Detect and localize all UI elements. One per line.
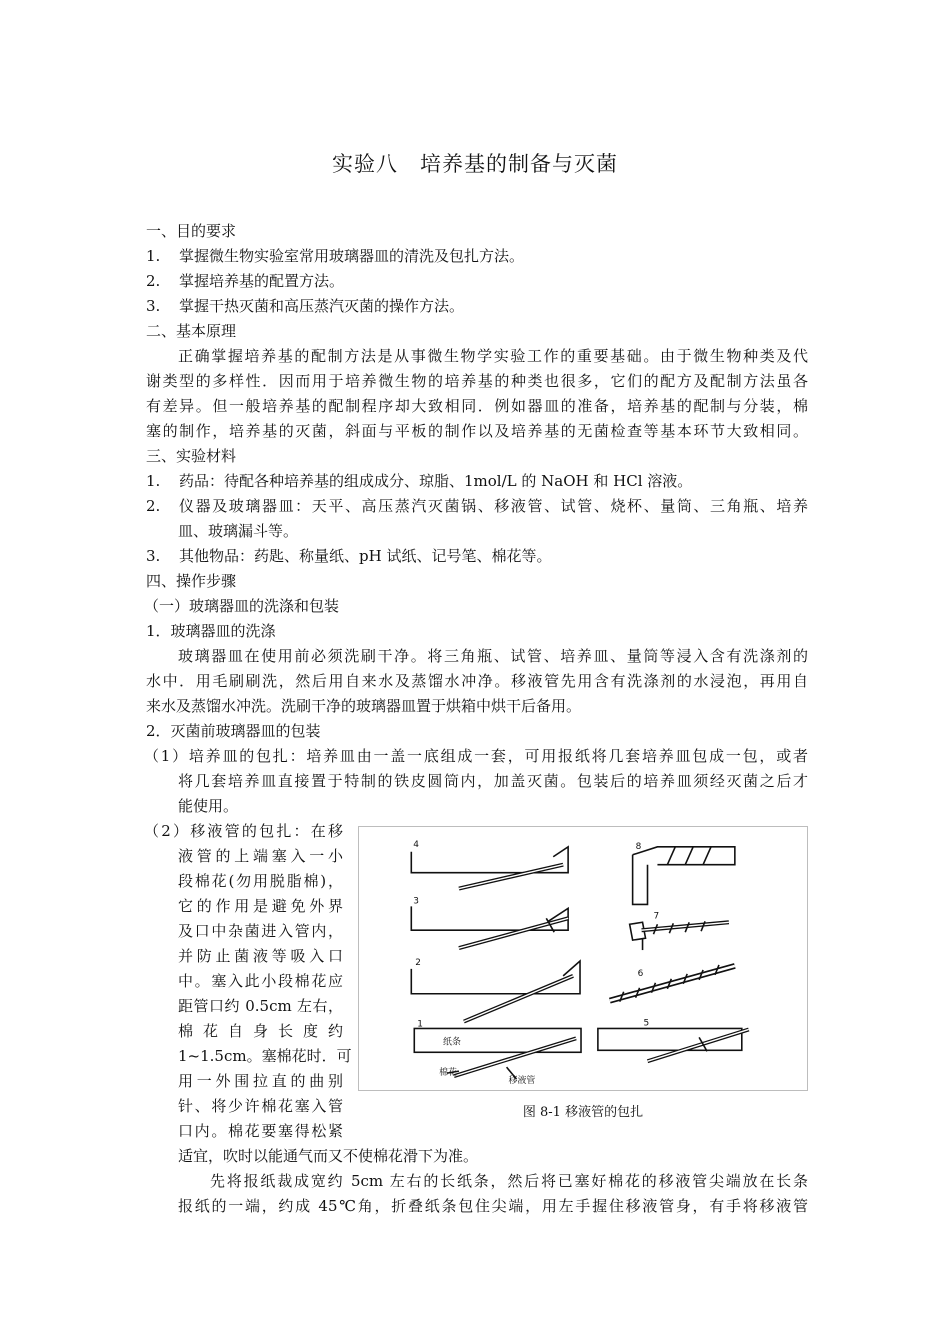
principle-line: 谢类型的多样性．因而用于培养微生物的培养基的种类也很多，它们的配方及配制方法虽各 — [146, 372, 808, 390]
paper-strip-step1 — [414, 1028, 581, 1052]
step-label: 5 — [643, 1018, 650, 1029]
subheading-washing: 1．玻璃器皿的洗涤 — [146, 622, 276, 640]
subheading-glassware: （一）玻璃器皿的洗涤和包装 — [144, 597, 340, 615]
material-item: 2. 仪器及玻璃器皿：天平、高压蒸汽灭菌锅、移液管、试管、烧杯、量筒、三角瓶、培养 — [146, 497, 808, 515]
section-heading-principle: 二、基本原理 — [146, 322, 237, 340]
pipette-wrapping-figure — [358, 826, 808, 1091]
step-label: 2 — [415, 957, 421, 968]
step-label: 7 — [653, 911, 660, 922]
paper-strip-step2 — [411, 961, 580, 994]
objective-item: 2. 掌握培养基的配置方法。 — [146, 272, 345, 290]
folded-end-step8 — [633, 855, 648, 905]
label-pipette: 移液管 — [508, 1076, 536, 1087]
final-line: 报纸的一端，约成 45℃角，折叠纸条包住尖端，用左手握住移液管身，有手将移液管 — [178, 1197, 808, 1215]
principle-line: 有差异。但一般培养基的配制程序却大致相同．例如器皿的准备，培养基的配制与分装，棉 — [146, 397, 808, 415]
pipette-line: 并防止菌液等吸入口 — [178, 947, 343, 965]
paper-strip-step8 — [633, 847, 735, 865]
pipette-line: 1~1.5cm。塞棉花时．可 — [178, 1047, 352, 1065]
washing-line: 玻璃器皿在使用前必须洗刷干净。将三角瓶、试管、培养皿、量筒等浸入含有洗涤剂的 — [178, 647, 808, 665]
step-label: 1 — [417, 1019, 423, 1030]
principle-line: 正确掌握培养基的配制方法是从事微生物学实验工作的重要基础。由于微生物种类及代 — [178, 347, 808, 365]
step-label: 8 — [635, 841, 642, 852]
step-label: 3 — [413, 896, 419, 907]
pipette-diagram — [359, 827, 807, 1090]
washing-line: 水中．用毛刷刷洗，然后用自来水及蒸馏水冲净。移液管先用含有洗涤剂的水浸泡，再用自 — [146, 672, 808, 690]
pipette-line: （2）移液管的包扎：在移 — [144, 822, 343, 840]
pipette-line: 中。塞入此小段棉花应 — [178, 972, 343, 990]
washing-line: 来水及蒸馏水冲洗。洗刷干净的玻璃器皿置于烘箱中烘干后备用。 — [146, 697, 582, 715]
subheading-wrapping: 2．灭菌前玻璃器皿的包装 — [146, 722, 321, 740]
dish-line: 将几套培养皿直接置于特制的铁皮圆筒内，加盖灭菌。包装后的培养皿须经灭菌之后才 — [178, 772, 808, 790]
section-heading-materials: 三、实验材料 — [146, 447, 237, 465]
label-paper-strip: 纸条 — [443, 1037, 461, 1048]
section-heading-procedure: 四、操作步骤 — [146, 572, 237, 590]
pipette-line: 段棉花(勿用脱脂棉)， — [178, 872, 343, 890]
pipette-line: 距管口约 0.5cm 左右， — [178, 997, 343, 1015]
objective-item: 1. 掌握微生物实验室常用玻璃器皿的清洗及包扎方法。 — [146, 247, 525, 265]
dish-line: （1）培养皿的包扎：培养皿由一盖一底组成一套，可用报纸将几套培养皿包成一包，或者 — [144, 747, 808, 765]
step-label: 6 — [637, 968, 644, 979]
principle-line: 塞的制作，培养基的灭菌，斜面与平板的制作以及培养基的无菌检查等基本环节大致相同。 — [146, 422, 808, 440]
figure-caption: 图 8-1 移液管的包扎 — [522, 1105, 644, 1120]
final-line: 先将报纸裁成宽约 5cm 左右的长纸条，然后将已塞好棉花的移液管尖端放在长条 — [210, 1172, 808, 1190]
pipette-line: 针、将少许棉花塞入管 — [178, 1097, 343, 1115]
page-title: 实验八 培养基的制备与灭菌 — [332, 152, 618, 176]
section-heading-objectives: 一、目的要求 — [146, 222, 237, 240]
pipette-line: 口内。棉花要塞得松紧 — [178, 1122, 343, 1140]
pipette-line: 液管的上端塞入一小 — [178, 847, 343, 865]
material-item: 1. 药品：待配各种培养基的组成成分、琼脂、1mol/L 的 NaOH 和 HCl 溶液。 — [146, 472, 693, 490]
label-cotton: 棉花 — [439, 1068, 457, 1079]
material-item-continued: 皿、玻璃漏斗等。 — [178, 522, 299, 540]
pipette-line: 适宜，吹时以能通气而又不使棉花滑下为准。 — [178, 1147, 479, 1165]
pipette-line: 及口中杂菌进入管内， — [178, 922, 343, 940]
material-item: 3. 其他物品：药匙、称量纸、pH 试纸、记号笔、棉花等。 — [146, 547, 552, 565]
pipette-line: 它的作用是避免外界 — [178, 897, 343, 915]
pipette-line: 棉 花 自 身 长 度 约 — [178, 1022, 343, 1040]
pipette-line: 用一外围拉直的曲别 — [178, 1072, 343, 1090]
objective-item: 3. 掌握干热灭菌和高压蒸汽灭菌的操作方法。 — [146, 297, 465, 315]
step-label: 4 — [413, 839, 419, 850]
dish-line: 能使用。 — [178, 797, 239, 815]
